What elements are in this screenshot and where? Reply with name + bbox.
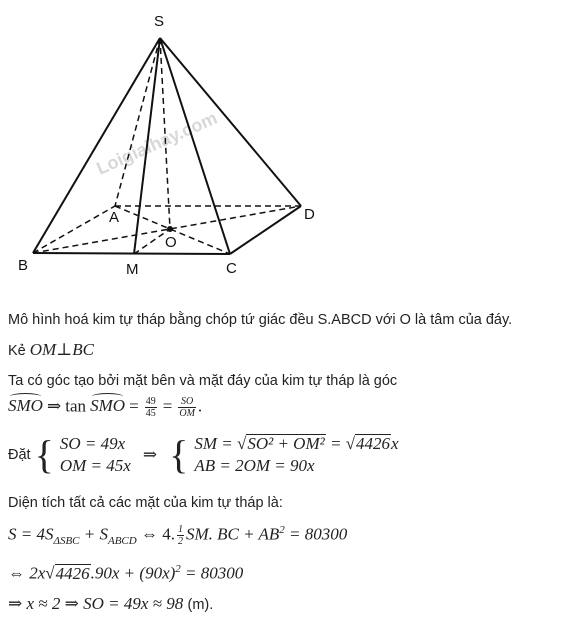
result-expr: ⇒ x ≈ 2 ⇒ SO = 49x ≈ 98	[8, 594, 188, 613]
substitution-line	[8, 433, 399, 477]
construction-line	[8, 340, 94, 360]
implies-symbol: ⇒	[46, 396, 62, 416]
label-m: M	[126, 261, 139, 278]
fraction-so-om: $\frac{SO}{OM}$	[179, 396, 195, 419]
perpendicular-expr: OM⊥BC	[29, 340, 94, 359]
implies-symbol-2: ⇒	[142, 445, 158, 464]
pyramid-figure	[0, 0, 568, 290]
angle-smo: SMO	[8, 396, 43, 416]
label-s: S	[154, 13, 165, 30]
system-1-row-1: SO = 49x	[59, 434, 126, 453]
brace-2: {	[169, 432, 189, 477]
equals-2: =	[162, 396, 173, 416]
intro-line: Mô hình hoá kim tự tháp bằng chóp tứ giác đều S.ABCD với O là tâm của đáy.	[8, 312, 513, 328]
result-line	[8, 594, 213, 614]
point-o-dot	[167, 226, 173, 232]
area-intro-line: Diện tích tất cả các mặt của kim tự tháp là:	[8, 495, 283, 511]
system-1-row-2: OM = 45x	[59, 456, 131, 475]
label-d: D	[304, 206, 315, 223]
label-b: B	[18, 257, 29, 274]
equals-1: =	[129, 396, 139, 416]
fraction-49-45: $\frac{49}{45}$	[145, 396, 156, 419]
construction-prefix: Kẻ	[8, 343, 30, 359]
system-2-row-2: AB = 2OM = 90x	[194, 456, 315, 475]
system-2-row-1: SM = √SO² + OM² = √4426x	[194, 434, 399, 453]
angle-intro-line: Ta có góc tạo bởi mặt bên và mặt đáy của kim tự tháp là góc	[8, 373, 398, 389]
unit-label: (m).	[187, 597, 214, 613]
area-equation: $S = 4S_{\Delta SBC} + S_{ABCD}$ ⇔ 4. $\frac{1}{2}$ SM. BC + $AB^2 = 80300$	[8, 524, 348, 548]
brace-1: {	[34, 432, 54, 477]
expanded-equation: ⇔ $2x√4426.90x + (90x)^2 = 80300$	[8, 563, 244, 583]
substitution-prefix: Đặt	[8, 447, 35, 463]
tan-fn: tan	[65, 396, 87, 416]
angle-smo-2: SMO	[90, 396, 126, 416]
fraction-half: $\frac{1}{2}$	[177, 524, 183, 548]
tan-line: SMO ⇒ tan SMO = $\frac{49}{45}$ = $\frac{SO}{OM}$ .	[8, 396, 203, 419]
label-o: O	[165, 234, 177, 251]
label-a: A	[109, 209, 120, 226]
watermark: Loigiaihay.com	[93, 107, 221, 179]
system-1	[60, 433, 131, 477]
system-2	[194, 433, 398, 477]
label-c: C	[226, 260, 237, 277]
